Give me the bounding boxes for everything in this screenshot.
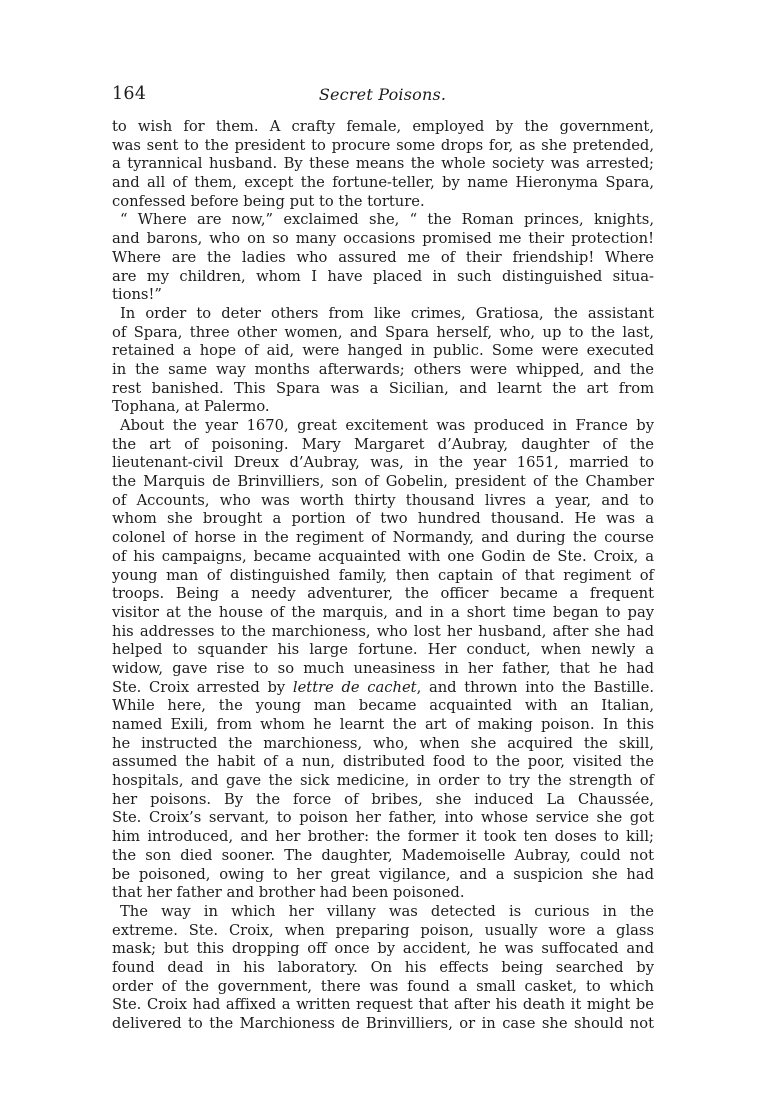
text-line: young man of distinguished family, then captain of that regiment of: [112, 566, 654, 584]
text-line: troops. Being a needy adventurer, the officer became a frequent: [112, 585, 654, 603]
text-line: are my children, whom I have placed in such distinguished situa-: [112, 267, 654, 285]
text-line: that her father and brother had been poisoned.: [112, 884, 465, 902]
text-line: hospitals, and gave the sick medicine, in order to try the strength of: [112, 772, 654, 790]
text-line: be poisoned, owing to her great vigilance, and a suspicion she had: [112, 865, 654, 883]
text-line: assumed the habit of a nun, distributed food to the poor, visited the: [112, 753, 654, 771]
text-segment: Ste. Croix arrested by: [112, 678, 293, 696]
text-line: he instructed the marchioness, who, when she acquired the skill,: [112, 734, 654, 752]
text-line: visitor at the house of the marquis, and in a short time began to pay: [112, 603, 654, 621]
text-line: the son died sooner. The daughter, Mademoiselle Aubray, could not: [112, 846, 654, 864]
text-line: “ Where are now,” exclaimed she, “ the Roman princes, knights,: [120, 211, 654, 229]
text-line: found dead in his laboratory. On his effects being searched by: [112, 958, 654, 976]
text-line: in the same way months afterwards; others were whipped, and the: [112, 360, 654, 378]
text-line: Ste. Croix’s servant, to poison her father, into whose service she got: [112, 809, 654, 827]
text-line: confessed before being put to the torture.: [112, 192, 425, 210]
text-segment: , and thrown into the Bastille.: [416, 678, 654, 696]
text-line: Tophana, at Palermo.: [112, 398, 270, 416]
text-line: the Marquis de Brinvilliers, son of Gobelin, president of the Chamber: [112, 473, 654, 491]
text-line: of Spara, three other women, and Spara herself, who, up to the last,: [112, 323, 654, 341]
text-line: of Accounts, who was worth thirty thousand livres a year, and to: [112, 491, 654, 509]
text-line: mask; but this dropping off once by accident, he was suffocated and: [112, 940, 654, 958]
italic-phrase: lettre de cachet: [292, 678, 417, 696]
text-line: was sent to the president to procure some drops for, as she pretended,: [112, 136, 654, 154]
text-line: retained a hope of aid, were hanged in public. Some were executed: [112, 342, 654, 360]
text-line: his addresses to the marchioness, who lost her husband, after she had: [112, 622, 654, 640]
text-line: rest banished. This Spara was a Sicilian, and learnt the art from: [112, 379, 654, 397]
text-line: Where are the ladies who assured me of their friendship! Where: [112, 248, 654, 266]
text-line: order of the government, there was found a small casket, to which: [112, 977, 654, 995]
text-line: In order to deter others from like crimes, Gratiosa, the assistant: [120, 304, 654, 322]
text-line: her poisons. By the force of bribes, she induced La Chaussée,: [112, 790, 654, 808]
text-line: him introduced, and her brother: the former it took ten doses to kill;: [112, 828, 654, 846]
body-text: [112, 118, 654, 1034]
text-line: extreme. Ste. Croix, when preparing poison, usually wore a glass: [112, 921, 654, 939]
page-number: 164: [112, 84, 147, 104]
text-line: tions!”: [112, 286, 162, 304]
text-line: colonel of horse in the regiment of Normandy, and during the course: [112, 529, 654, 547]
text-line: the art of poisoning. Mary Margaret d’Aubray, daughter of the: [112, 435, 654, 453]
text-line: whom she brought a portion of two hundred thousand. He was a: [112, 510, 654, 528]
text-line: About the year 1670, great excitement was produced in France by: [120, 417, 654, 434]
text-line: to wish for them. A crafty female, employed by the government,: [112, 118, 654, 135]
text-line: and barons, who on so many occasions promised me their protection!: [112, 230, 654, 248]
text-line: named Exili, from whom he learnt the art of making poison. In this: [112, 716, 654, 733]
text-line: Ste. Croix had affixed a written request that after his death it might be: [112, 996, 654, 1014]
text-line: While here, the young man became acquainted with an Italian,: [112, 697, 654, 715]
text-line: of his campaigns, became acquainted with one Godin de Ste. Croix, a: [112, 547, 654, 565]
page-header: [112, 84, 653, 108]
text-line: and all of them, except the fortune-teller, by name Hieronyma Spara,: [112, 174, 654, 192]
text-line: [112, 679, 654, 698]
running-title: Secret Poisons.: [318, 85, 447, 104]
text-line: helped to squander his large fortune. Her conduct, when newly a: [112, 641, 654, 659]
text-line: lieutenant-civil Dreux d’Aubray, was, in the year 1651, married to: [112, 454, 654, 472]
text-line: The way in which her villany was detected is curious in the: [120, 902, 654, 920]
text-line: a tyrannical husband. By these means the whole society was arrested;: [112, 155, 654, 173]
text-line: delivered to the Marchioness de Brinvilliers, or in case she should not: [112, 1015, 654, 1032]
text-line: widow, gave rise to so much uneasiness in her father, that he had: [112, 659, 654, 677]
